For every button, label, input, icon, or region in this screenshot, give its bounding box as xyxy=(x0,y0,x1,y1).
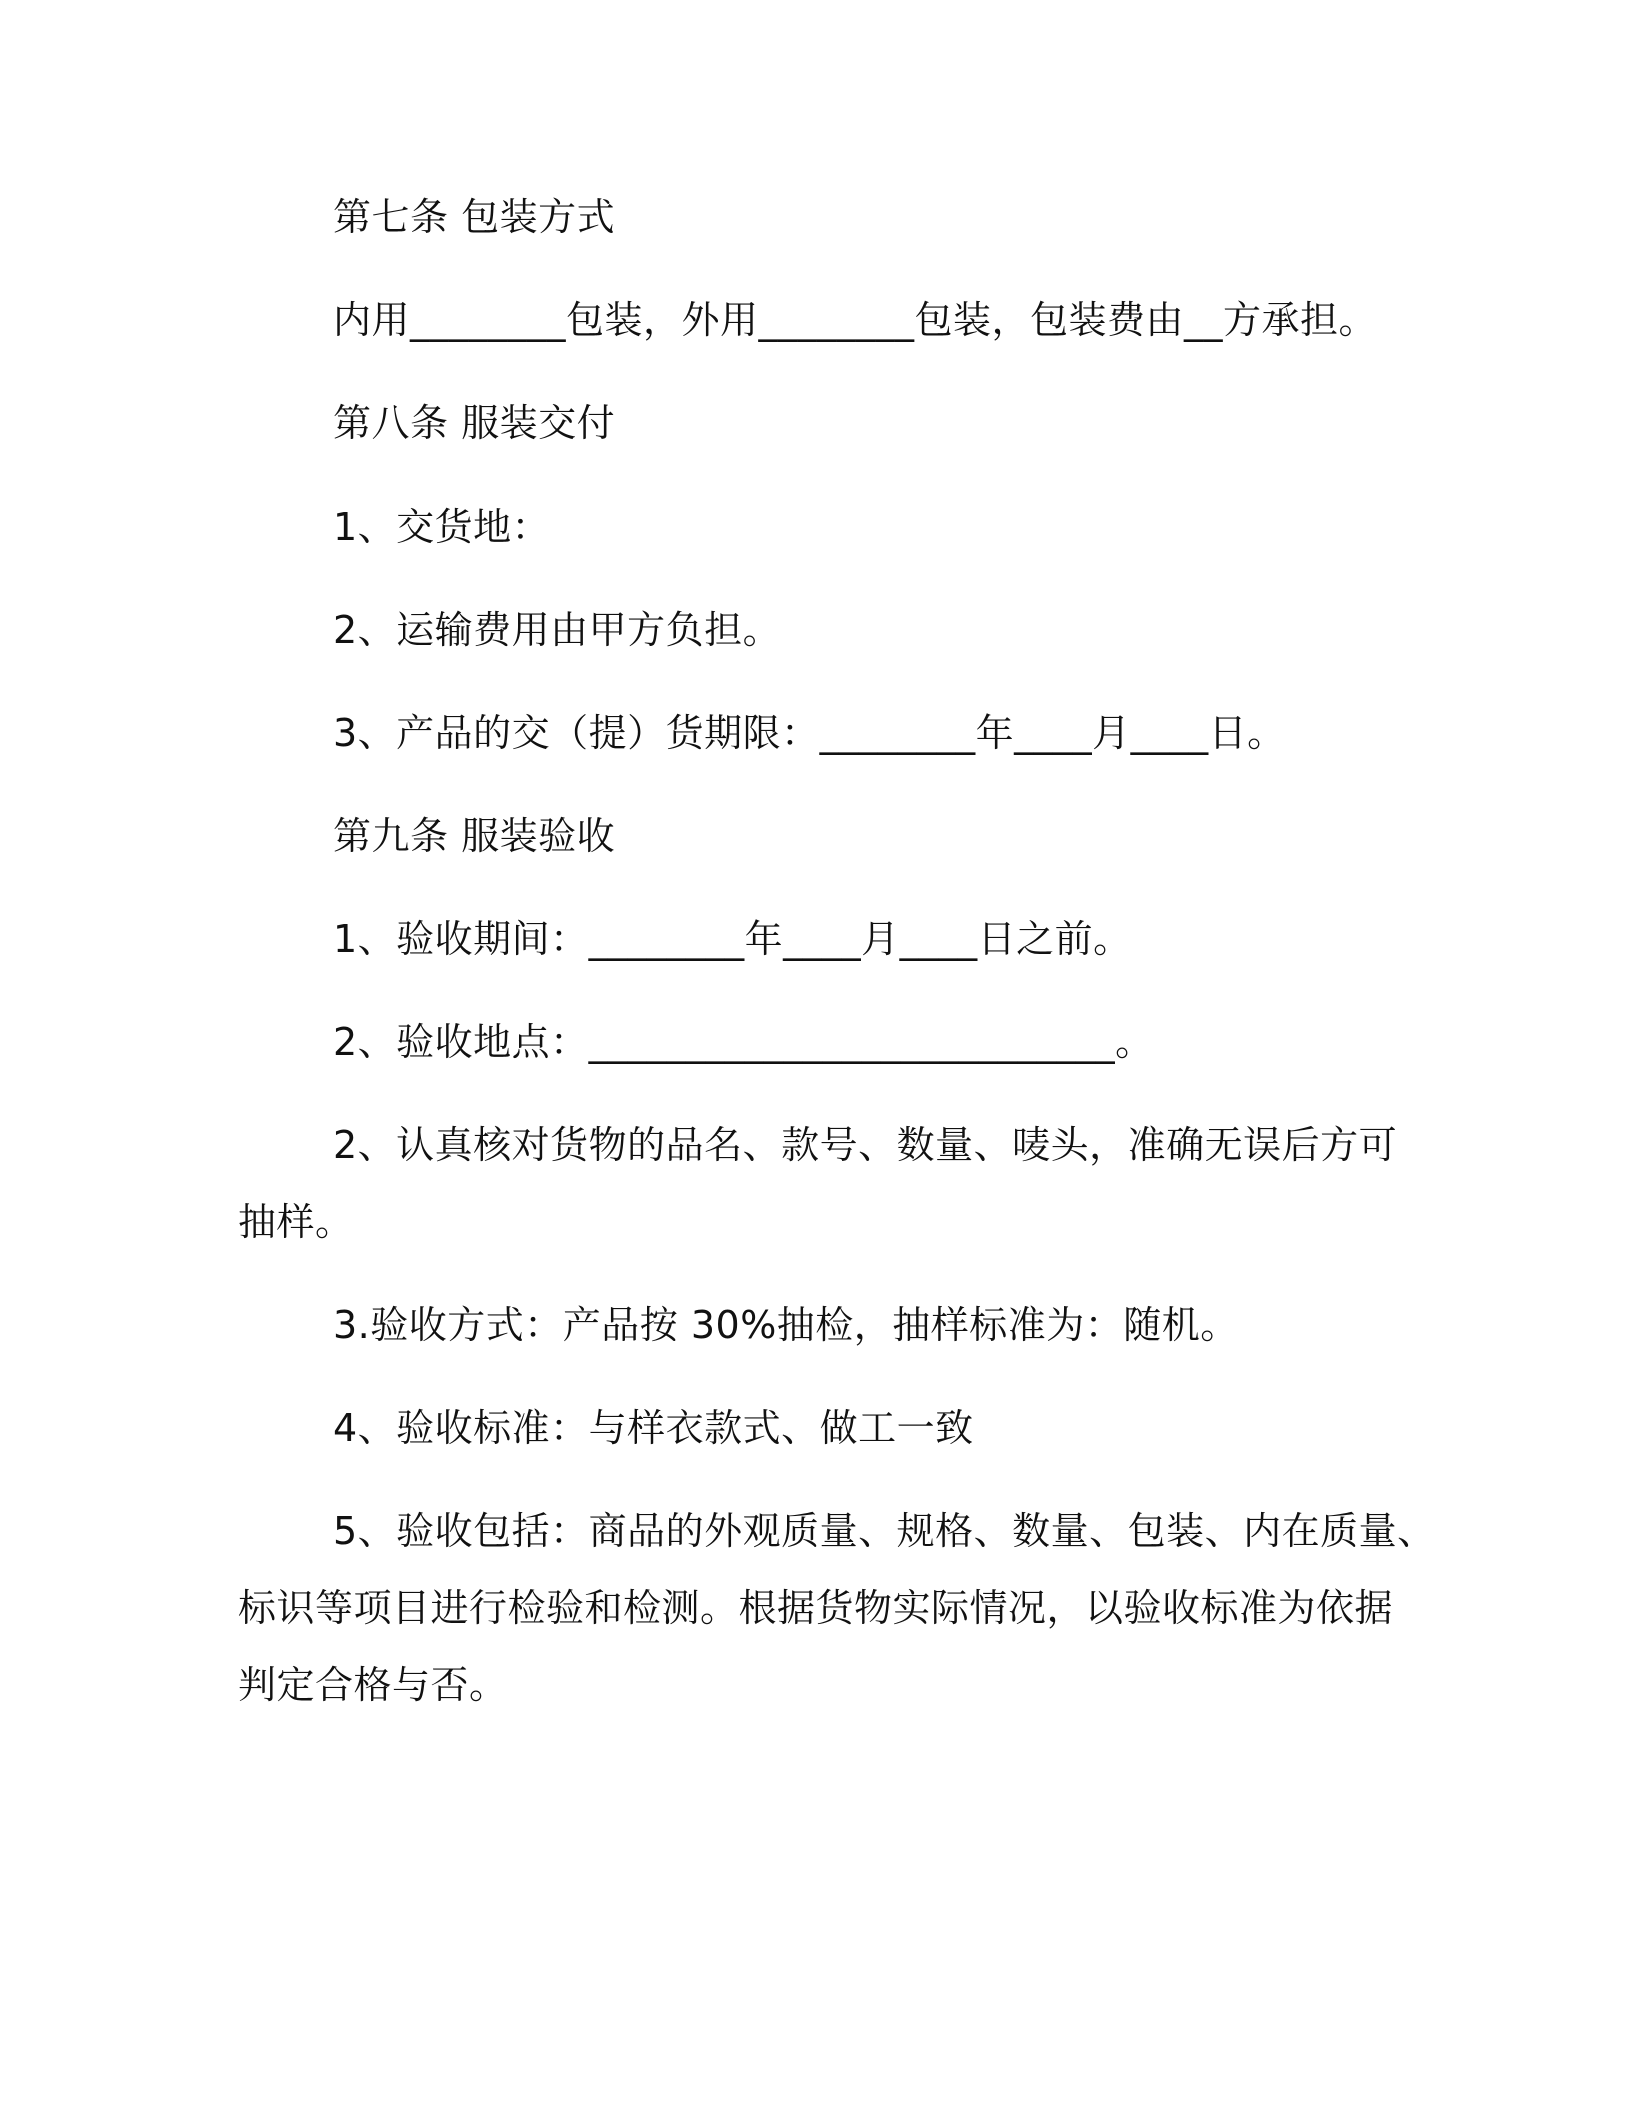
inspection-scope: 5、验收包括：商品的外观质量、规格、数量、包装、内在质量、 xyxy=(333,1509,1436,1553)
inspection-scope-cont-1: 标识等项目进行检验和检测。根据货物实际情况，以验收标准为依据 xyxy=(238,1586,1394,1630)
verify-goods-clause-cont: 抽样。 xyxy=(238,1200,354,1244)
article-8-heading: 第八条 服装交付 xyxy=(333,401,616,445)
inspection-scope-cont-2: 判定合格与否。 xyxy=(238,1663,508,1707)
delivery-deadline: 3、产品的交（提）货期限：________年____月____日。 xyxy=(333,711,1286,755)
inspection-standard: 4、验收标准：与样衣款式、做工一致 xyxy=(333,1406,974,1450)
verify-goods-clause: 2、认真核对货物的品名、款号、数量、唛头，准确无误后方可 xyxy=(333,1123,1398,1167)
article-9-heading: 第九条 服装验收 xyxy=(333,814,616,858)
packaging-clause: 内用________包装，外用________包装，包装费由__方承担。 xyxy=(333,298,1378,342)
inspection-period: 1、验收期间：________年____月____日之前。 xyxy=(333,917,1132,961)
transport-cost: 2、运输费用由甲方负担。 xyxy=(333,608,782,652)
inspection-location: 2、验收地点：___________________________。 xyxy=(333,1020,1154,1064)
delivery-place: 1、交货地： xyxy=(333,505,551,549)
inspection-method: 3.验收方式：产品按 30%抽检，抽样标准为：随机。 xyxy=(333,1303,1239,1347)
article-7-heading: 第七条 包装方式 xyxy=(333,195,616,239)
